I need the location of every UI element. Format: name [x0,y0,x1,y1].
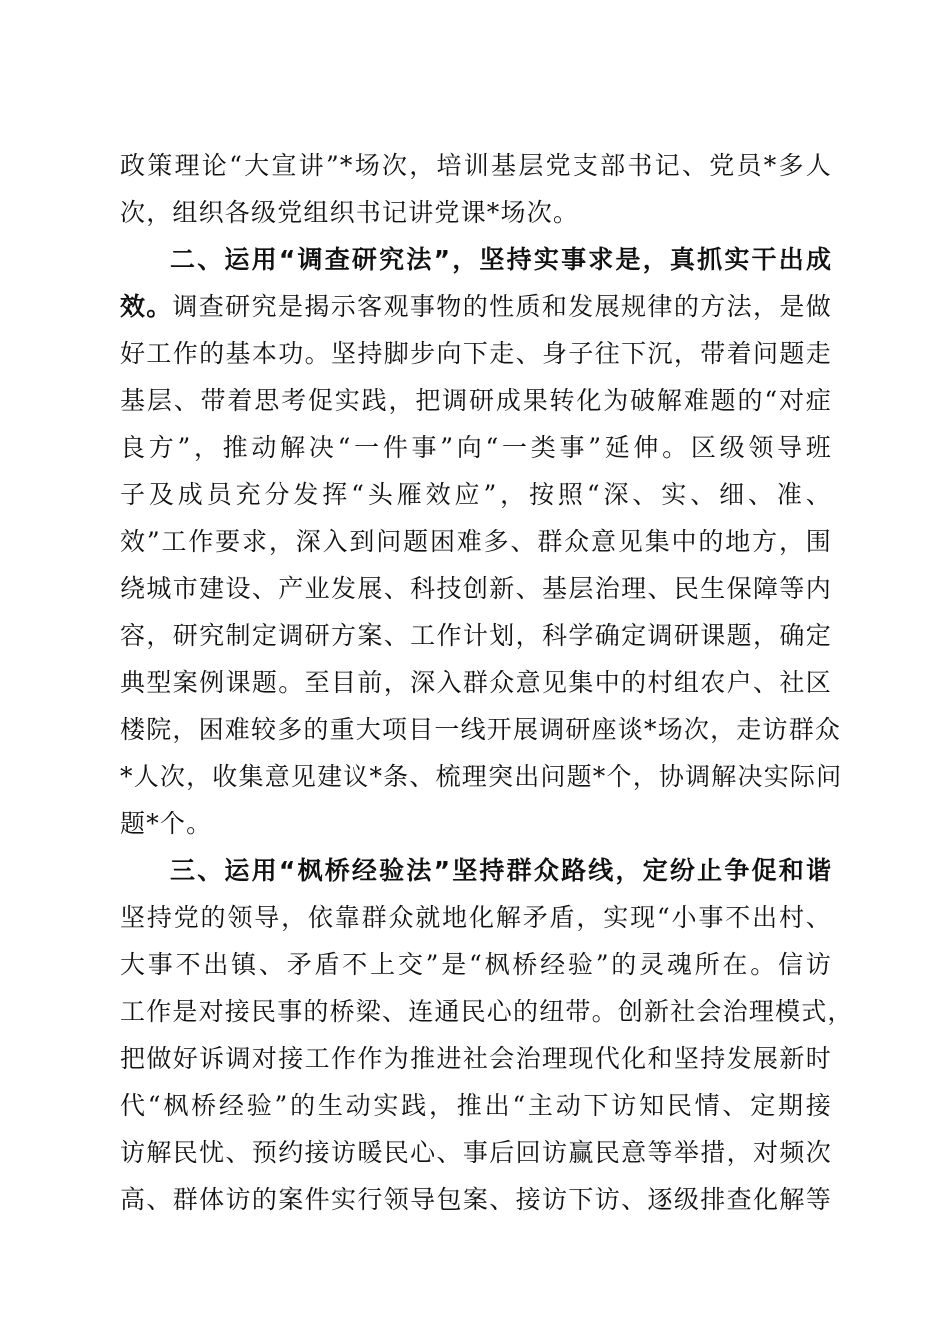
text-line: 政策理论“大宣讲”*场次，培训基层党支部书记、党员*多人 [120,151,832,180]
text-line: 容，研究制定调研方案、工作计划，科学确定调研课题，确定 [120,621,832,650]
text-line: 次，组织各级党组织书记讲党课*场次。 [120,198,580,227]
text-line: 访解民忧、预约接访暖民心、事后回访赢民意等举措，对频次 [120,1138,832,1167]
text-line: 工作是对接民事的桥梁、连通民心的纽带。创新社会治理模式， [120,997,854,1026]
text-line: 绕城市建设、产业发展、科技创新、基层治理、民生保障等内 [120,574,832,603]
text-line: 子及成员充分发挥“头雁效应”，按照“深、实、细、准、 [120,480,832,509]
text-line: 大事不出镇、矛盾不上交”是“枫桥经验”的灵魂所在。信访 [120,950,832,979]
text-line: 楼院，困难较多的重大项目一线开展调研座谈*场次，走访群众 [120,715,842,744]
text-line: 把做好诉调对接工作作为推进社会治理现代化和坚持发展新时 [120,1044,832,1073]
text-line: 效”工作要求，深入到问题困难多、群众意见集中的地方，围 [120,527,832,556]
text-line: 高、群体访的案件实行领导包案、接访下访、逐级排查化解等 [120,1185,832,1214]
text-line: 好工作的基本功。坚持脚步向下走、身子往下沉，带着问题走 [120,339,832,368]
text-line: 代“枫桥经验”的生动实践，推出“主动下访知民情、定期接 [120,1091,832,1120]
text-line: 题*个。 [120,809,213,838]
text-line: 坚持党的领导，依靠群众就地化解矛盾，实现“小事不出村、 [120,903,832,932]
section-heading-2: 二、运用“调查研究法”，坚持实事求是，真抓实干出成 [170,245,832,274]
text-line: 典型案例课题。至目前，深入群众意见集中的村组农户、社区 [120,668,832,697]
text-line: 效。调查研究是揭示客观事物的性质和发展规律的方法，是做 [120,292,832,321]
section-heading-2-end: 效。 [120,292,173,321]
text-line: 基层、带着思考促实践，把调研成果转化为破解难题的“对症 [120,386,832,415]
section-heading-3: 三、运用“枫桥经验法”坚持群众路线，定纷止争促和谐 [170,856,832,885]
text-line: 良方”，推动解决“一件事”向“一类事”延伸。区级领导班 [120,433,832,462]
document-body [120,142,854,1223]
text-line: *人次，收集意见建议*条、梳理突出问题*个，协调解决实际问 [120,762,843,791]
